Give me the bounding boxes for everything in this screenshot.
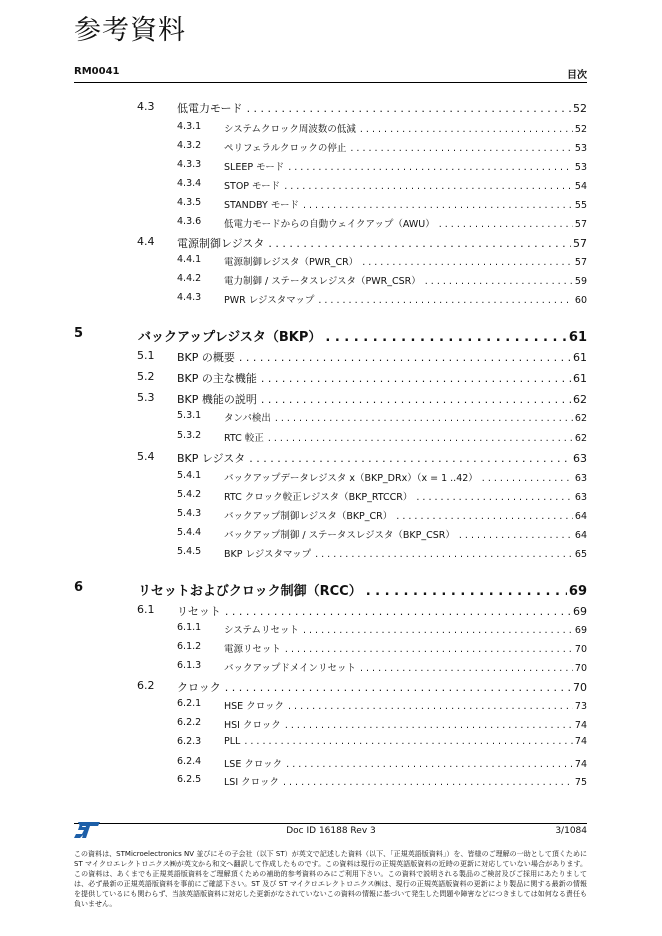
toc-entry-title: リセットおよびクロック制御（RCC） <box>138 584 362 599</box>
toc-entry[interactable] <box>137 679 587 695</box>
toc-entry[interactable] <box>177 527 587 541</box>
footer-rule <box>74 823 587 824</box>
toc-entry[interactable] <box>177 273 587 287</box>
toc-entry[interactable] <box>177 121 587 135</box>
toc-leader-dots <box>225 681 571 694</box>
toc-leader-dots <box>239 351 571 364</box>
toc-entry-page: 69 <box>574 625 587 636</box>
toc-entry[interactable] <box>177 736 587 747</box>
toc-entry-number: 5.2 <box>137 370 155 383</box>
toc-entry-page: 70 <box>574 644 587 655</box>
toc-entry-number: 5.3.2 <box>177 430 202 441</box>
toc-entry-number: 5.4.1 <box>177 470 202 481</box>
toc-leader-dots <box>459 530 573 541</box>
toc-entry-title: バックアップデータレジスタ x（BKP_DRx）（x = 1 ..42） <box>224 473 478 484</box>
toc-entry[interactable] <box>177 698 587 712</box>
toc-entry-number: 5.4.4 <box>177 527 202 538</box>
toc-entry-title: HSE クロック <box>224 701 285 712</box>
disclaimer: この資料は、STMicroelectronics NV 並びにその子会社（以下 ST）が英文で記述した資料（以下、「正規英語版資料」）を、皆様のご理解の一助として頂くために ST マイクロエレクトロニクス㈱が英文から和文へ翻訳して作成したものです。この資料は現行の正規英語版資料の近時の更新に対応していない場合があります。この資料は、あくまでも正規英語版資料をご理解頂くための補助的参考資料のみにご利用下さい。この資料で説明される製品のご検討及びご採用にあたりましては、必ず最新の正規英語版資料を事前にご確認下さい。ST 及び ST マイクロエレクトロニクス㈱は、現行の正規英語版資料の更新により製品に関する最新の情報を提供しているにも関わらず、当該英語版資料に対応した更新がなされていないこの資料の情報に基づいて発生した問題や障害などにつきましては如何なる責任も負いません。 <box>74 850 587 908</box>
toc-entry-page: 57 <box>574 257 587 268</box>
header-rule <box>74 82 587 83</box>
toc-leader-dots <box>285 720 573 731</box>
toc-leader-dots <box>249 452 571 465</box>
toc-entry-number: 5.4.5 <box>177 546 202 557</box>
toc-entry-number: 4.4 <box>137 235 155 248</box>
toc-entry-title: 電力制御 / ステータスレジスタ（PWR_CSR） <box>224 276 421 287</box>
toc-entry-title: PWR レジスタマップ <box>224 295 315 306</box>
toc-entry-title: 低電力モードからの自動ウェイクアップ（AWU） <box>224 219 435 230</box>
toc-entry-title: システムクロック周波数の低減 <box>224 124 356 135</box>
toc-leader-dots <box>315 549 573 560</box>
toc-entry-number: 4.4.1 <box>177 254 202 265</box>
toc-entry-title: クロック <box>177 681 221 694</box>
toc-entry[interactable] <box>137 235 587 251</box>
toc-entry[interactable] <box>177 410 587 424</box>
toc-entry[interactable] <box>177 254 587 268</box>
toc-leader-dots <box>261 372 571 385</box>
toc-entry-title: 電源制御レジスタ（PWR_CR） <box>224 257 359 268</box>
toc-entry-title: 低電力モード <box>177 102 243 115</box>
toc-entry-number: 6.2.4 <box>177 756 202 767</box>
toc-entry-page: 61 <box>573 351 587 364</box>
toc-entry-number: 5.3 <box>137 391 155 404</box>
toc-entry-number: 6.1.1 <box>177 622 202 633</box>
toc-entry-page: 70 <box>574 663 587 674</box>
toc-entry-number: 6.2 <box>137 679 155 692</box>
toc-entry-page: 61 <box>573 372 587 385</box>
toc-entry-number: 4.3.1 <box>177 121 202 132</box>
toc-leader-dots <box>244 736 573 747</box>
toc-entry-page: 53 <box>574 162 587 173</box>
toc-entry[interactable] <box>177 622 587 636</box>
toc-entry-page: 74 <box>574 736 587 747</box>
toc-entry-number: 6.1.3 <box>177 660 202 671</box>
toc-entry-number: 5.4.3 <box>177 508 202 519</box>
toc-entry-title: PLL <box>224 736 241 747</box>
toc-entry-title: STOP モード <box>224 181 281 192</box>
toc-entry-page: 57 <box>573 237 587 250</box>
toc-entry-page: 63 <box>573 452 587 465</box>
toc-leader-dots <box>261 393 571 406</box>
toc-leader-dots <box>416 492 573 503</box>
toc-entry-number: 4.4.3 <box>177 292 202 303</box>
toc-entry[interactable] <box>177 756 587 770</box>
toc-entry-number: 4.3.5 <box>177 197 202 208</box>
toc-leader-dots <box>288 701 573 712</box>
toc-entry-number: 4.3.6 <box>177 216 202 227</box>
doc-id: Doc ID 16188 Rev 3 <box>286 826 376 836</box>
toc-entry-page: 69 <box>573 605 587 618</box>
toc-entry-title: LSI クロック <box>224 777 279 788</box>
toc-entry[interactable] <box>177 660 587 674</box>
toc-entry[interactable] <box>177 430 587 444</box>
toc-entry-title: バックアップ制御 / ステータスレジスタ（BKP_CSR） <box>224 530 455 541</box>
toc-entry[interactable] <box>177 508 587 522</box>
toc-entry-title: BKP の主な機能 <box>177 372 257 385</box>
toc-leader-dots <box>225 605 571 618</box>
toc-leader-dots <box>350 143 573 154</box>
toc-leader-dots <box>284 181 573 192</box>
toc-leader-dots <box>360 124 573 135</box>
toc-entry-page: 64 <box>574 511 587 522</box>
toc-entry-title: バックアップ制御レジスタ（BKP_CR） <box>224 511 393 522</box>
toc-entry[interactable] <box>177 717 587 731</box>
toc-entry-page: 63 <box>574 492 587 503</box>
toc-entry-page: 59 <box>574 276 587 287</box>
toc-leader-dots <box>303 200 573 211</box>
toc-entry-page: 52 <box>573 102 587 115</box>
toc-entry-title: STANDBY モード <box>224 200 299 211</box>
toc-entry[interactable] <box>177 140 587 154</box>
toc-entry[interactable] <box>137 370 587 386</box>
toc-leader-dots <box>425 276 573 287</box>
toc-entry[interactable] <box>137 100 587 116</box>
toc-entry[interactable] <box>177 489 587 503</box>
doc-code: RM0041 <box>74 66 120 77</box>
toc-entry-number: 5.4 <box>137 450 155 463</box>
toc-entry-page: 57 <box>574 219 587 230</box>
toc-entry-title: BKP の概要 <box>177 351 235 364</box>
toc-leader-dots <box>439 219 573 230</box>
toc-entry-page: 61 <box>568 330 587 345</box>
toc-entry[interactable] <box>177 546 587 560</box>
toc-leader-dots <box>285 644 573 655</box>
toc-entry[interactable] <box>177 159 587 173</box>
toc-entry[interactable] <box>137 391 587 407</box>
toc-entry-number: 6.1.2 <box>177 641 202 652</box>
toc-entry[interactable] <box>177 641 587 655</box>
toc-leader-dots <box>247 102 571 115</box>
toc-leader-dots <box>283 777 573 788</box>
toc-leader-dots <box>318 295 573 306</box>
toc-entry-number: 6.2.1 <box>177 698 202 709</box>
toc-entry-page: 53 <box>574 143 587 154</box>
toc-entry-title: BKP レジスタマップ <box>224 549 312 560</box>
toc-entry-number: 6.2.3 <box>177 736 202 747</box>
toc-entry-page: 54 <box>574 181 587 192</box>
toc-leader-dots <box>360 663 573 674</box>
toc-entry-number: 4.4.2 <box>177 273 202 284</box>
section-label: 目次 <box>567 70 587 81</box>
toc-leader-dots <box>396 511 573 522</box>
toc-entry-page: 52 <box>574 124 587 135</box>
toc-leader-dots <box>325 330 567 345</box>
toc-entry-page: 64 <box>574 530 587 541</box>
toc-entry-title: 電源制御レジスタ <box>177 237 265 250</box>
toc-entry-title: RTC クロック較正レジスタ（BKP_RTCCR） <box>224 492 413 503</box>
toc-leader-dots <box>286 759 573 770</box>
toc-entry-page: 70 <box>573 681 587 694</box>
toc-entry-title: SLEEP モード <box>224 162 285 173</box>
toc-entry-title: 電源リセット <box>224 644 281 655</box>
toc-entry-title: HSI クロック <box>224 720 281 731</box>
toc-entry-number: 6.2.2 <box>177 717 202 728</box>
toc-entry[interactable] <box>177 470 587 484</box>
page-number: 3/1084 <box>555 826 587 836</box>
toc-entry-page: 75 <box>574 777 587 788</box>
toc-entry-number: 6.2.5 <box>177 774 202 785</box>
toc-entry-title: システムリセット <box>224 625 299 636</box>
toc-entry[interactable] <box>177 178 587 192</box>
toc-entry[interactable] <box>177 774 587 788</box>
toc-entry[interactable] <box>177 292 587 306</box>
toc-leader-dots <box>482 473 573 484</box>
toc-entry-page: 62 <box>574 433 587 444</box>
toc-entry-title: ペリフェラルクロックの停止 <box>224 143 347 154</box>
toc-entry-number: 4.3.2 <box>177 140 202 151</box>
toc-entry[interactable] <box>74 580 587 599</box>
toc-leader-dots <box>362 257 573 268</box>
toc-entry-number: 4.3.4 <box>177 178 202 189</box>
toc-leader-dots <box>366 584 567 599</box>
toc-entry-page: 74 <box>574 759 587 770</box>
toc-entry[interactable] <box>177 216 587 230</box>
toc-entry-number: 6 <box>74 580 84 595</box>
toc-leader-dots <box>288 162 573 173</box>
toc-entry-page: 55 <box>574 200 587 211</box>
toc-entry-title: バックアップレジスタ（BKP） <box>138 330 322 345</box>
toc-entry[interactable] <box>177 197 587 211</box>
toc-entry-title: BKP 機能の説明 <box>177 393 257 406</box>
toc-entry-number: 4.3.3 <box>177 159 202 170</box>
toc-entry-number: 5.1 <box>137 349 155 362</box>
toc-entry-page: 74 <box>574 720 587 731</box>
toc-entry[interactable] <box>137 349 587 365</box>
toc-leader-dots <box>303 625 573 636</box>
toc-entry-page: 63 <box>574 473 587 484</box>
toc-entry[interactable] <box>137 450 587 466</box>
toc-entry-page: 60 <box>574 295 587 306</box>
toc-entry-title: BKP レジスタ <box>177 452 246 465</box>
toc-entry[interactable] <box>74 326 587 345</box>
toc-entry-number: 6.1 <box>137 603 155 616</box>
toc-entry-page: 65 <box>574 549 587 560</box>
toc-entry-page: 73 <box>574 701 587 712</box>
toc-entry-number: 5.4.2 <box>177 489 202 500</box>
toc-entry-page: 62 <box>573 393 587 406</box>
doc-title: 参考資料 <box>74 15 186 46</box>
toc-leader-dots <box>268 237 571 250</box>
toc-entry-title: リセット <box>177 605 221 618</box>
toc-entry-number: 5 <box>74 326 84 341</box>
toc-entry-title: バックアップドメインリセット <box>224 663 356 674</box>
toc-entry-number: 4.3 <box>137 100 155 113</box>
toc-entry[interactable] <box>137 603 587 619</box>
toc-leader-dots <box>268 433 573 444</box>
toc-entry-page: 69 <box>568 584 587 599</box>
toc-entry-number: 5.3.1 <box>177 410 202 421</box>
toc-entry-page: 62 <box>574 413 587 424</box>
toc-leader-dots <box>275 413 573 424</box>
toc-entry-title: LSE クロック <box>224 759 283 770</box>
toc-entry-title: RTC 較正 <box>224 433 264 444</box>
toc-entry-title: タンパ検出 <box>224 413 271 424</box>
